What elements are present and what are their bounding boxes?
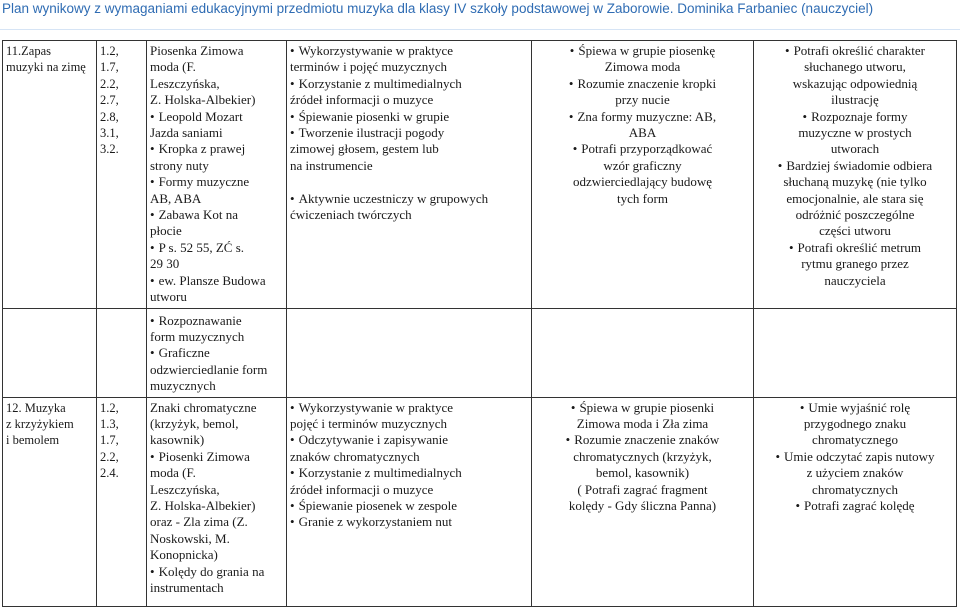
bullet-item: • Bardziej świadomie odbiera <box>757 158 953 174</box>
empty-cell <box>287 308 532 397</box>
bullet-item: • Śpiewa w grupie piosenki <box>535 400 750 416</box>
cell-line: na instrumencie <box>290 157 373 173</box>
cell-line: bemol, kasownik) <box>595 465 690 481</box>
cell-line: odróżnić poszczególne <box>795 207 915 223</box>
cell-line: 2.2, <box>100 449 119 464</box>
table-row <box>3 397 957 606</box>
cell-line: źródeł informacji o muzyce <box>290 481 434 497</box>
codes-cell <box>97 41 147 309</box>
cell-line: 2.2, <box>100 76 119 91</box>
cell-line: chromatycznych (krzyżyk, <box>573 448 712 464</box>
bullet-item: • Rozumie znaczenie kropki <box>535 76 750 92</box>
cell-line: 2.4. <box>100 466 119 481</box>
bullet-item: • Kropka z prawej <box>150 141 283 157</box>
cell-line: Z. Holska-Albekier) <box>150 92 256 108</box>
bullet-item: • Graficzne <box>150 345 283 361</box>
cell-line: części utworu <box>819 223 891 239</box>
bullet-item: • P s. 52 55, ZĆ s. <box>150 240 283 256</box>
cell-line: Piosenka Zimowa <box>150 43 244 58</box>
bullet-item: • Śpiewanie piosenek w zespole <box>290 498 528 514</box>
bullet-item: • Tworzenie ilustracji pogody <box>290 125 528 141</box>
codes-cell <box>97 397 147 606</box>
cell-line: wskazując odpowiednią <box>792 75 918 91</box>
cell-line: utworu <box>150 289 187 305</box>
cell-line: przygodnego znaku <box>803 415 907 431</box>
content-cell <box>147 41 287 309</box>
cell-line: kolędy - Gdy śliczna Panna) <box>568 497 717 513</box>
bullet-item: • Leopold Mozart <box>150 109 283 125</box>
empty-cell <box>97 308 147 397</box>
cell-line: muzyki na zimę <box>6 60 86 74</box>
bullet-item: • Korzystanie z multimedialnych <box>290 76 528 92</box>
bullet-item: • Piosenki Zimowa <box>150 449 283 465</box>
empty-cell <box>754 308 957 397</box>
cell-line: 29 30 <box>150 256 180 272</box>
cell-line: 2.8, <box>100 109 119 124</box>
cell-line: Zimowa moda <box>604 59 681 75</box>
bullet-item: • Śpiewa w grupie piosenkę <box>535 43 750 59</box>
cell-line: utworach <box>830 141 880 157</box>
cell-line: z krzyżykiem <box>6 416 74 431</box>
bullet-item: • ew. Plansze Budowa <box>150 273 283 289</box>
cell-line: 1.2, <box>100 400 119 415</box>
cell-line: muzycznych <box>150 378 216 394</box>
cell-line <box>290 174 528 190</box>
bullet-item: • Wykorzystywanie w praktyce <box>290 43 528 59</box>
bullet-item: • Rozumie znaczenie znaków <box>535 432 750 448</box>
bullet-item: • Śpiewanie piosenki w grupie <box>290 109 528 125</box>
cell-line: 1.2, <box>100 44 119 58</box>
bullet-item: • Potrafi określić charakter <box>757 43 953 59</box>
cell-line: Zimowa moda i Zła zima <box>576 415 709 431</box>
cell-line: Znaki chromatyczne <box>150 399 257 415</box>
bullet-item: • Rozpoznaje formy <box>757 109 953 125</box>
extended-requirements-cell <box>754 397 957 606</box>
bullet-item: • Aktywnie uczestniczy w grupowych <box>290 191 528 207</box>
cell-line: Jazda saniami <box>150 125 223 141</box>
bullet-item: • Zabawa Kot na <box>150 207 283 223</box>
cell-line: Leszczyńska, <box>150 481 220 497</box>
bullet-item: • Kolędy do grania na <box>150 564 283 580</box>
cell-line: ABA <box>628 125 657 141</box>
extended-requirements-cell <box>754 41 957 309</box>
cell-line: moda (F. <box>150 59 196 75</box>
cell-line: z użyciem znaków <box>806 465 904 481</box>
empty-cell <box>3 308 97 397</box>
table-row <box>3 41 957 309</box>
cell-line: terminów i pojęć muzycznych <box>290 59 448 75</box>
cell-line: i bemolem <box>6 432 60 447</box>
bullet-item: • Wykorzystywanie w praktyce <box>290 400 528 416</box>
cell-line: płocie <box>150 223 182 239</box>
document-title: Plan wynikowy z wymaganiami edukacyjnymi przedmiotu muzyka dla klasy IV szkoły podstawowej w Zaborowie. Dominika Farbaniec (nauczyciel) <box>2 1 874 16</box>
cell-line: ( Potrafi zagrać fragment <box>577 481 708 497</box>
cell-line: form muzycznych <box>150 328 245 344</box>
cell-line: muzyczne w prostych <box>798 125 912 141</box>
cell-line: 3.1, <box>100 126 119 141</box>
basic-requirements-cell <box>532 41 754 309</box>
page-header <box>0 0 960 30</box>
basic-requirements-cell <box>532 397 754 606</box>
bullet-item: • Korzystanie z multimedialnych <box>290 465 528 481</box>
cell-line: źródeł informacji o muzyce <box>290 92 434 108</box>
cell-line: wzór graficzny <box>603 157 682 173</box>
cell-line: 12. Muzyka <box>6 400 66 415</box>
bullet-item: • Potrafi określić metrum <box>757 240 953 256</box>
cell-line: instrumentach <box>150 580 224 595</box>
cell-line: oraz - Zla zima (Z. <box>150 514 248 530</box>
cell-line: odzwierciedlający budowę <box>573 174 712 190</box>
cell-line: kasownik) <box>150 432 205 448</box>
cell-line: pojęć i terminów muzycznych <box>290 415 448 431</box>
cell-line: emocjonalnie, ale stara się <box>786 190 924 206</box>
cell-line: Leszczyńska, <box>150 75 220 91</box>
unit-cell <box>3 397 97 606</box>
cell-line: chromatycznych <box>812 481 898 497</box>
cell-line: nauczyciela <box>824 272 886 288</box>
bullet-item: • Odczytywanie i zapisywanie <box>290 432 528 448</box>
bullet-item: • Potrafi zagrać kolędę <box>757 498 953 514</box>
cell-line: strony nuty <box>150 157 209 173</box>
cell-line: zimowej głosem, gestem lub <box>290 141 439 157</box>
bullet-item: • Umie odczytać zapis nutowy <box>757 449 953 465</box>
curriculum-table <box>2 40 957 607</box>
cell-line: 1.7, <box>100 60 119 75</box>
bullet-item: • Granie z wykorzystaniem nut <box>290 514 528 530</box>
cell-line: ćwiczeniach twórczych <box>290 207 412 223</box>
bullet-item: • Potrafi przyporządkować <box>535 141 750 157</box>
cell-line: AB, ABA <box>150 190 202 206</box>
cell-line: słuchanego utworu, <box>804 59 906 75</box>
cell-line: słuchaną muzykę (nie tylko <box>783 174 927 190</box>
cell-line: znaków chromatycznych <box>290 448 420 464</box>
cell-line: (krzyżyk, bemol, <box>150 415 239 431</box>
bullet-item: • Zna formy muzyczne: AB, <box>535 109 750 125</box>
cell-line: 2.7, <box>100 93 119 108</box>
cell-line: Konopnicka) <box>150 547 218 563</box>
cell-line: tych form <box>617 190 668 206</box>
cell-line: odzwierciedlanie form <box>150 361 268 377</box>
cell-line: 1.3, <box>100 416 119 431</box>
cell-line: 3.2. <box>100 142 119 157</box>
activities-cell <box>287 397 532 606</box>
cell-line: ilustrację <box>831 92 879 108</box>
cell-line: 11.Zapas <box>6 44 52 58</box>
unit-cell <box>3 41 97 309</box>
empty-cell <box>532 308 754 397</box>
content-cell <box>147 397 287 606</box>
cell-line: moda (F. <box>150 465 196 481</box>
bullet-item: • Rozpoznawanie <box>150 313 283 329</box>
bullet-item: • Formy muzyczne <box>150 174 283 190</box>
cell-line: przy nucie <box>615 92 670 108</box>
activities-cell <box>287 41 532 309</box>
cell-line: chromatycznego <box>812 432 898 448</box>
bullet-item: • Umie wyjaśnić rolę <box>757 400 953 416</box>
cell-line: rytmu granego przez <box>801 256 909 272</box>
cell-line: Noskowski, M. <box>150 530 230 546</box>
content-cell <box>147 308 287 397</box>
cell-line: 1.7, <box>100 433 119 448</box>
table-row <box>3 308 957 397</box>
cell-line: Z. Holska-Albekier) <box>150 497 256 513</box>
